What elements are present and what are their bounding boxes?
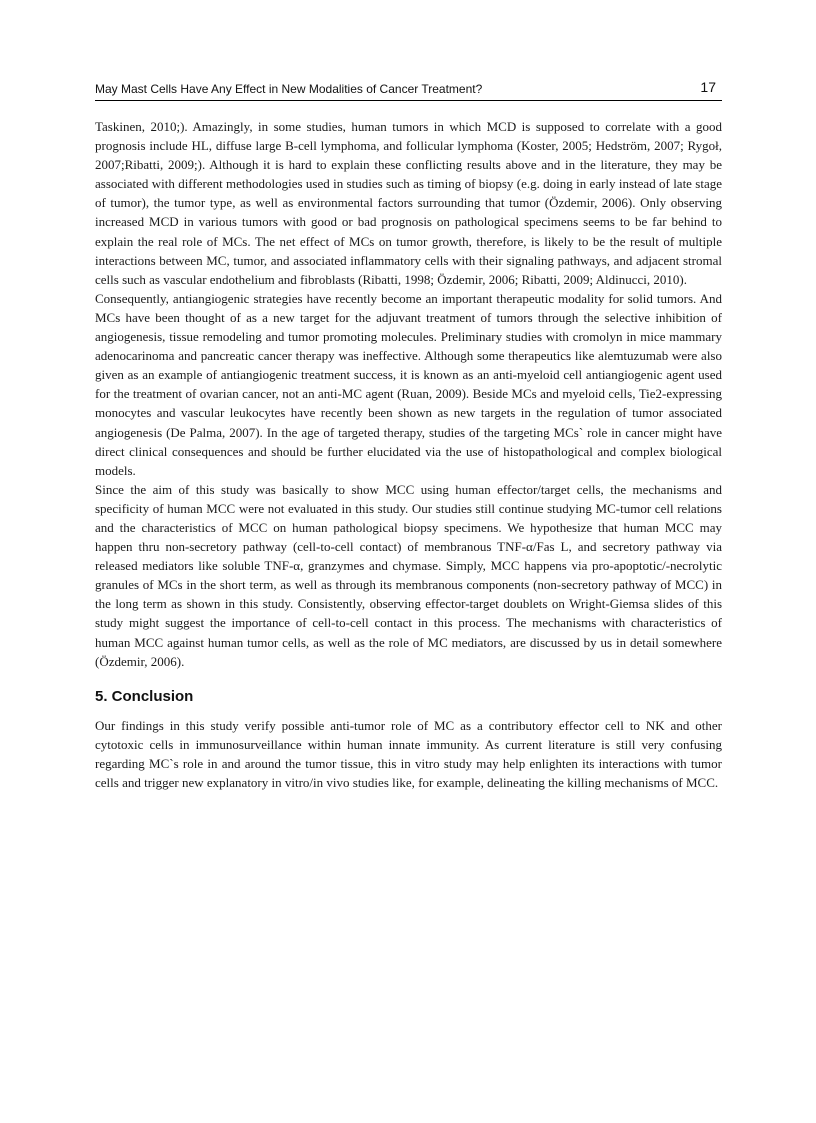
running-title: May Mast Cells Have Any Effect in New Modalities of Cancer Treatment? xyxy=(95,82,483,96)
page-number: 17 xyxy=(700,79,716,95)
paragraph: Since the aim of this study was basically to show MCC using human effector/target cells, the mechanisms and specificity of human MCC were not evaluated in this study. Our studies still continue studying MC-tumor cell relations and the characteristics of MCC on human pathological biopsy specimens. We hypothesize that human MCC may happen thru non-secretory pathway (cell-to-cell contact) of membranous TNF-α/Fas L, and secretory pathway via released mediators like soluble TNF-α, granzymes and chymase. Simply, MCC happens via pro-apoptotic/-necrolytic granules of MCs in the short term, as well as through its membranous components (non-secretory pathway of MCC) in the long term as shown in this study. Consistently, observing effector-target doublets on Wright-Giemsa slides of this study might suggest the importance of cell-to-cell contact in this process. The mechanisms with characteristics of human MCC against human tumor cells, as well as the role of MC mediators, are discussed by us in detail somewhere (Özdemir, 2006). xyxy=(95,481,722,669)
paragraph: Taskinen, 2010;). Amazingly, in some studies, human tumors in which MCD is supposed to correlate with a good prognosis include HL, diffuse large B-cell lymphoma, and follicular lymphoma (Koster, 2005; Hedström, 2007; Rygoł, 2007;Ribatti, 2009;). Although it is hard to explain these conflicting results above and in the literature, they may be associated with different methodologies used in studies such as timing of biopsy (e.g. doing in early instead of late stage of tumor), the tumor type, as well as environmental factors surrounding that tumor (Özdemir, 2006). Only observing increased MCD in various tumors with good or bad prognosis on pathological specimens seems to be far behind to explain the real role of MCs. The net effect of MCs on tumor growth, therefore, is likely to be the result of multiple interactions between MC, tumor, and associated inflammatory cells with their signaling pathways, and adjacent stromal cells such as vascular endothelium and fibroblasts (Ribatti, 1998; Özdemir, 2006; Ribatti, 2009; Aldinucci, 2010). xyxy=(95,119,722,287)
body-text xyxy=(95,117,722,792)
conclusion-paragraph: Our findings in this study verify possible anti-tumor role of MC as a contributory effector cell to NK and other cytotoxic cells in immunosurveillance within human innate immunity. As current literature is still very confusing regarding MC`s role in and around the tumor tissue, this in vitro study may help enlighten its interactions with tumor cells and trigger new explanatory in vitro/in vivo studies like, for example, delineating the killing mechanisms of MCC. xyxy=(95,717,722,790)
paragraph: Consequently, antiangiogenic strategies have recently become an important therapeutic modality for solid tumors. And MCs have been thought of as a new target for the adjuvant treatment of tumors through the selective inhibition of angiogenesis, tissue remodeling and tumor promoting molecules. Preliminary studies with cromolyn in mice mammary adenocarinoma and pancreatic cancer therapy was ineffective. Although some therapeutics like alemtuzumab were also given as an example of antiangiogenic treatment success, it is known as an anti-myeloid cell antiangiogenic agent used for the treatment of ovarian cancer, not an anti-MC agent (Ruan, 2009). Beside MCs and myeloid cells, Tie2-expressing monocytes and vascular leukocytes have recently been shown as new targets in the regulation of tumor associated angiogenesis (De Palma, 2007). In the age of targeted therapy, studies of the targeting MCs` role in cancer might have direct clinical consequences and should be further elucidated via the use of histopathological and complex biological models. xyxy=(95,290,722,478)
section-heading-conclusion: 5. Conclusion xyxy=(95,687,194,705)
running-header xyxy=(95,80,722,101)
